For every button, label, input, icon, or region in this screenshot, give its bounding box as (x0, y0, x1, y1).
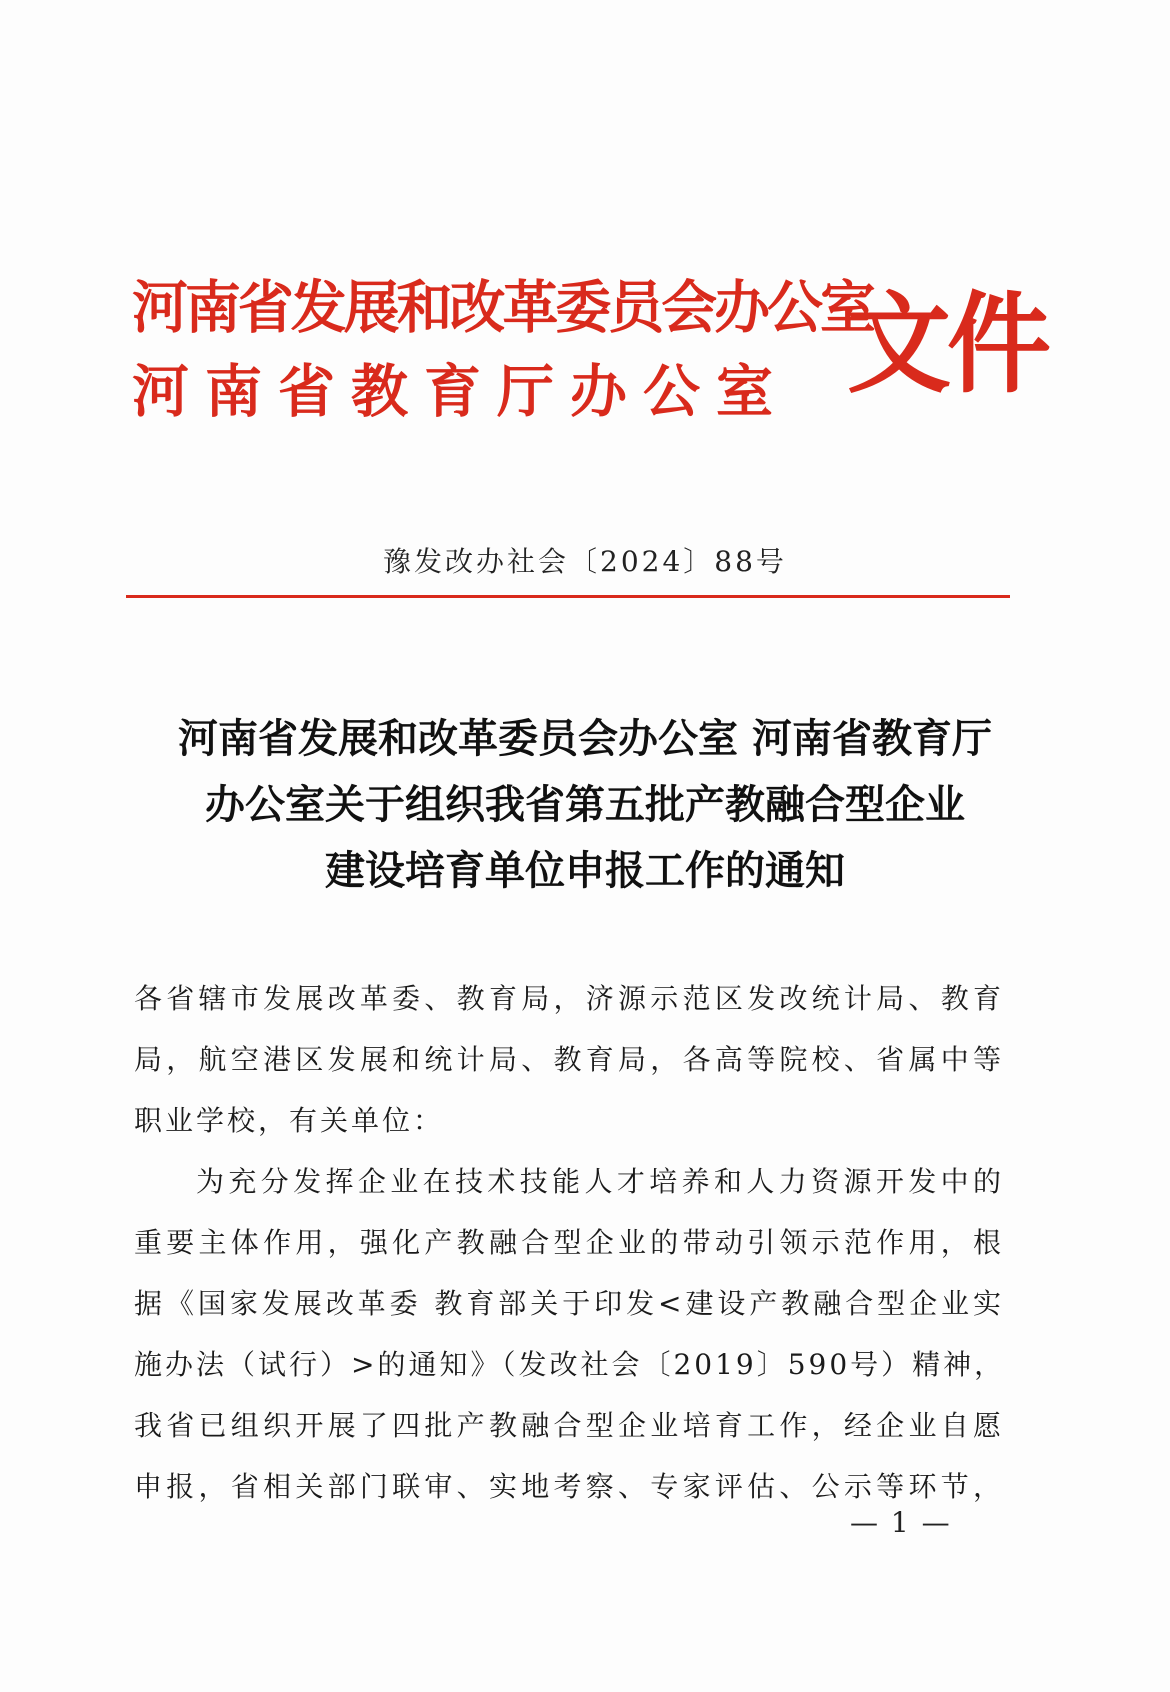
paragraph-line: 施办法（试行）>的通知》（发改社会〔2019〕590号）精神， (134, 1348, 1006, 1381)
page-number: — 1 — (850, 1506, 952, 1539)
document-body (134, 968, 1004, 1517)
document-header (132, 262, 1048, 432)
title-line-3: 建设培育单位申报工作的通知 (325, 847, 845, 894)
document-title (110, 706, 1060, 904)
paragraph-line: 据《国家发展改革委 教育部关于印发<建设产教融合型企业实 (134, 1287, 1004, 1320)
issuer-line-1: 河南省发展和改革委员会办公室 (132, 274, 873, 341)
addressee-line: 各省辖市发展改革委、教育局，济源示范区发改统计局、教育 (134, 982, 1004, 1015)
paragraph-line: 我省已组织开展了四批产教融合型企业培育工作，经企业自愿 (134, 1409, 1004, 1442)
addressee-line: 职业学校，有关单位： (134, 1104, 445, 1137)
title-line-1: 河南省发展和改革委员会办公室 河南省教育厅 (178, 715, 992, 762)
paragraph-line: 为充分发挥企业在技术技能人才培养和人力资源开发中的 (196, 1165, 1004, 1198)
document-number: 豫发改办社会〔2024〕88号 (383, 545, 787, 578)
issuer-line-2: 河南省教育厅办公室 (132, 358, 789, 425)
addressee-line: 局，航空港区发展和统计局、教育局，各高等院校、省属中等 (134, 1043, 1004, 1076)
red-separator-line (126, 595, 1010, 598)
paragraph-line: 申报，省相关部门联审、实地考察、专家评估、公示等环节， (134, 1470, 1004, 1503)
paragraph-line: 重要主体作用，强化产教融合型企业的带动引领示范作用，根 (134, 1226, 1004, 1259)
title-line-2: 办公室关于组织我省第五批产教融合型企业 (205, 781, 965, 828)
doc-type-label: 文件 (847, 278, 1048, 409)
